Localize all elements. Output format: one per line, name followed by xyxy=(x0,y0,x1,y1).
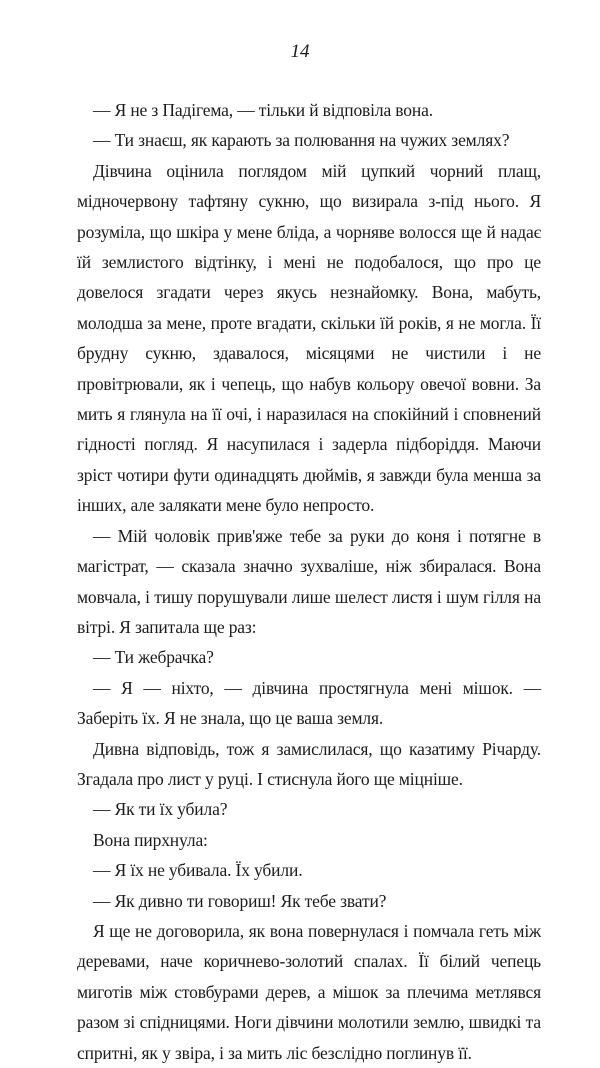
paragraph-description: Дівчина оцінила поглядом мій цупкий чорний плащ, мідночервону тафтяну сукню, що визирала з-під нього. Я розуміла, що шкіра у мене бліда, а чорняве волосся ще й надає їй землистого відтінку, і мені не подобалося, що про це довелося згадати через якусь незнайомку. Вона, мабуть, молодша за мене, проте вгадати, скільки їй років, я не могла. Її брудну сукню, здавалося, місяцями не чистили і не провітрювали, як і чепець, що набув кольору овечої вовни. За мить я глянула на її очі, і наразилася на спокійний і сповнений гідності погляд. Я насупилася і задерла підборіддя. Маючи зріст чотири фути одинадцять дюймів, я завжди була менша за інших, але залякати мене було непросто. xyxy=(77,160,541,516)
paragraph-narration-2: Вона пирхнула: xyxy=(93,829,208,850)
paragraph-dialogue-6: — Як ти їх убила? xyxy=(93,799,228,820)
body-text xyxy=(77,95,541,1068)
paragraph-dialogue-4: — Ти жебрачка? xyxy=(93,647,214,668)
paragraph-dialogue-8: — Як дивно ти говориш! Як тебе звати? xyxy=(93,890,387,911)
paragraph-dialogue-1: — Я не з Падігема, — тільки й відповіла вона. xyxy=(93,100,433,120)
paragraph-dialogue-2: — Ти знаєш, як карають за полювання на чужих землях? xyxy=(93,130,510,151)
paragraph-narration-3: Я ще не договорила, як вона повернулася і помчала геть між деревами, наче коричнево-золотий спалах. Її білий чепець миготів між стовбурами дерев, а мішок за плечима метлявся разом зі спідницями. Ноги дівчини молотили землю, швидкі та спритні, як у звіра, і за мить ліс безслідно поглинув її. xyxy=(77,920,541,1063)
paragraph-dialogue-7: — Я їх не убивала. Їх убили. xyxy=(93,860,303,881)
paragraph-narration-1: Дивна відповідь, тож я замислилася, що казатиму Річарду. Згадала про лист у руці. І стиснула його ще міцніше. xyxy=(77,738,541,789)
paragraph-dialogue-5: — Я — ніхто, — дівчина простягнула мені мішок. — Заберіть їх. Я не знала, що це ваша земля. xyxy=(77,677,541,729)
page-number: 14 xyxy=(290,41,310,62)
paragraph-dialogue-3: — Мій чоловік прив'яже тебе за руки до коня і потягне в магістрат, — сказала значно зухваліше, ніж збиралася. Вона мовчала, і тишу порушували лише шелест листя і шум гілля на вітрі. Я запитала ще раз: xyxy=(77,525,541,637)
